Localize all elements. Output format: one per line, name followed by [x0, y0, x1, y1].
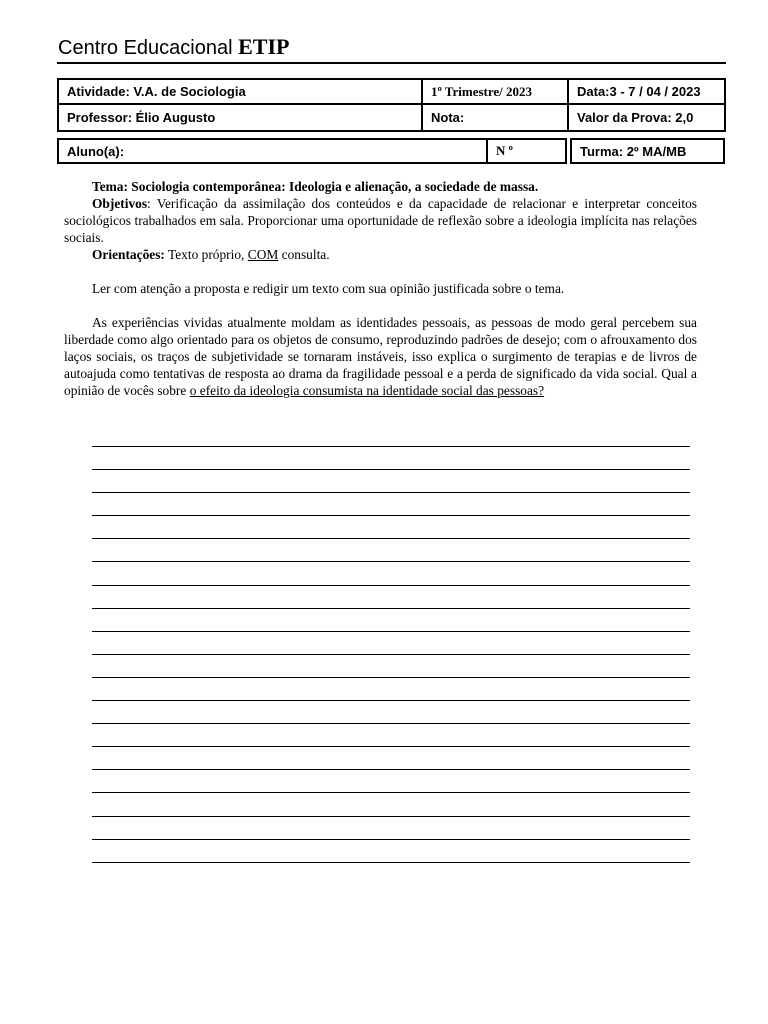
answer-line[interactable]: [92, 677, 690, 678]
school-brand: ETIP: [238, 34, 290, 59]
answer-lines[interactable]: [92, 446, 690, 885]
numero-cell[interactable]: [488, 138, 567, 164]
page-header-title: [58, 34, 289, 60]
data-cell: [569, 78, 726, 105]
answer-line[interactable]: [92, 816, 690, 817]
instrucao-text: Ler com atenção a proposta e redigir um texto com sua opinião justificada sobre o tema.: [92, 281, 565, 296]
valor-cell: [569, 105, 726, 132]
answer-line[interactable]: [92, 746, 690, 747]
answer-line[interactable]: [92, 769, 690, 770]
orientacoes-post: consulta.: [278, 247, 330, 262]
professor-cell: [57, 105, 423, 132]
school-name: Centro Educacional: [58, 37, 233, 59]
objetivos-paragraph: [64, 195, 697, 246]
answer-line[interactable]: [92, 469, 690, 470]
answer-line[interactable]: [92, 792, 690, 793]
numero-label: N º: [496, 143, 513, 158]
answer-line[interactable]: [92, 608, 690, 609]
answer-line[interactable]: [92, 700, 690, 701]
orientacoes-label: Orientações:: [92, 247, 165, 262]
answer-line[interactable]: [92, 654, 690, 655]
proposta-paragraph: [64, 314, 697, 399]
orientacoes-paragraph: [64, 246, 697, 263]
answer-line[interactable]: [92, 631, 690, 632]
answer-line[interactable]: [92, 839, 690, 840]
answer-line[interactable]: [92, 515, 690, 516]
exam-content: [64, 178, 697, 399]
aluno-label: Aluno(a):: [67, 143, 125, 159]
atividade-label: Atividade: V.A. de Sociologia: [67, 84, 246, 99]
answer-line[interactable]: [92, 862, 690, 863]
turma-label: Turma: 2º MA/MB: [580, 143, 687, 159]
nota-cell: [423, 105, 569, 132]
answer-line[interactable]: [92, 492, 690, 493]
aluno-cell[interactable]: [57, 138, 488, 164]
answer-line[interactable]: [92, 585, 690, 586]
trimestre-cell: [423, 78, 569, 105]
answer-line[interactable]: [92, 723, 690, 724]
tema-text: Tema: Sociologia contemporânea: Ideologia e alienação, a sociedade de massa.: [92, 179, 539, 194]
proposta-text: As experiências vividas atualmente moldam as identidades pessoais, as pessoas de modo geral percebem sua liberdade como algo orientado para os objetos de consumo, reproduzindo padrões de desejo; com o afrouxamento dos laços sociais, os traços de subjetividade se tornaram instáveis, isso explica o surgimento de terapias e de livros de autoajuda como tentativas de resposta ao drama da fragilidade pessoal e a perda de significado da vida social. Qual a opinião de vocês sobre: [64, 315, 697, 398]
atividade-cell: [57, 78, 423, 105]
nota-label: Nota:: [431, 110, 465, 125]
objetivos-text: : Verificação da assimilação dos conteúdos e da capacidade de relacionar e interpretar conceitos sociológicos trabalhados em sala. Proporcionar uma oportunidade de reflexão sobre a ideologia implícita nas relações sociais.: [64, 196, 697, 245]
professor-label: Professor: Élio Augusto: [67, 110, 216, 125]
answer-line[interactable]: [92, 538, 690, 539]
data-label: Data:3 - 7 / 04 / 2023: [577, 84, 701, 99]
turma-cell: [570, 138, 725, 164]
orientacoes-com: COM: [247, 247, 279, 262]
objetivos-label: Objetivos: [92, 196, 148, 211]
answer-line[interactable]: [92, 561, 690, 562]
header-divider: [57, 62, 726, 64]
valor-label: Valor da Prova: 2,0: [577, 110, 694, 125]
proposta-question: o efeito da ideologia consumista na identidade social das pessoas?: [189, 383, 545, 398]
orientacoes-pre: Texto próprio,: [164, 247, 248, 262]
answer-line[interactable]: [92, 446, 690, 447]
trimestre-label: 1º Trimestre/ 2023: [431, 83, 533, 99]
